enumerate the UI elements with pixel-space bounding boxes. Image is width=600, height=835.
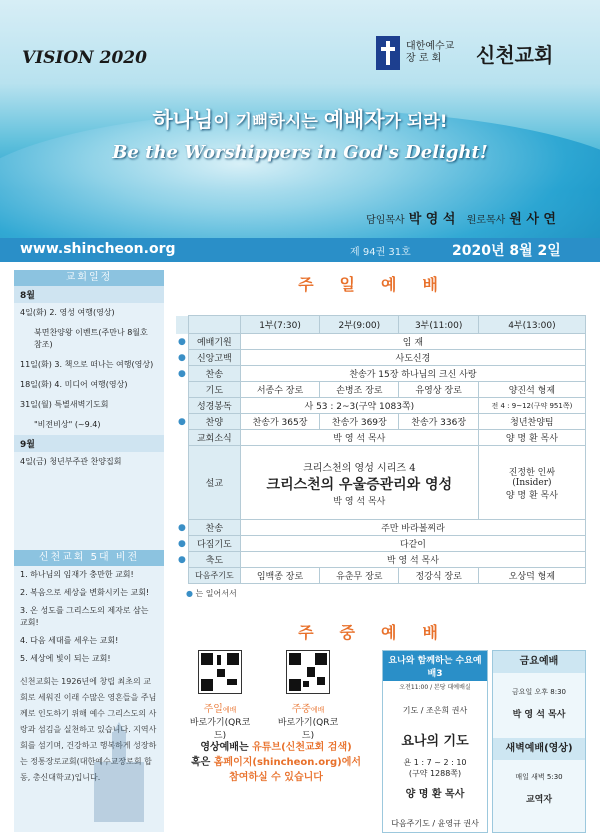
standing-dot: ● xyxy=(178,522,186,533)
standing-dot: ● xyxy=(178,336,186,347)
standing-dot: ● xyxy=(178,416,186,427)
wednesday-service: 요나와 함께하는 수요예배3 오전11:00 / 본당 대예배실 기도 / 조은희 권사 요나의 기도 욘 1 : 7 ~ 2 : 10 (구약 1288쪽) 양 명 환 목사 다음주기도 / 윤영규 권사 xyxy=(382,650,488,833)
standing-note: ● 는 일어서서 xyxy=(186,589,237,598)
schedule-item: "비전비상" (~9.4) xyxy=(34,420,101,429)
month-header: 9월 xyxy=(14,435,164,452)
vision-item: 5. 세상에 빛이 되는 교회! xyxy=(20,654,111,663)
table-row: 설교 크리스천의 영성 시리즈 4 크리스천의 우울증관리와 영성 박 영 석 목사 진정한 인싸 (Insider) 양 명 환 목사 xyxy=(176,446,586,520)
cross-icon xyxy=(376,36,400,70)
sidebar xyxy=(14,270,164,832)
main-content xyxy=(176,270,586,828)
standing-dot: ● xyxy=(178,538,186,549)
vision-item: 3. 온 성도를 그리스도의 제자로 삼는 교회! xyxy=(20,606,149,627)
slogan-ko: 하나님이 기뻐하시는 예배자가 되라! xyxy=(152,108,448,132)
schedule-item: 북면찬양왕 이벤트(주만나 8월호 참조) xyxy=(34,328,148,349)
friday-dawn-service: 금요예배 금요일 오후 8:30 박 영 석 목사 새벽예배(영상) 매일 새벽 5:30 교역자 xyxy=(492,650,586,833)
issue-date: 2020년 8월 2일 xyxy=(452,243,561,259)
schedule-title: 교회일정 xyxy=(14,270,164,286)
standing-dot: ● xyxy=(178,352,186,363)
dawn-title: 새벽예배(영상) xyxy=(493,738,585,760)
table-row: 다음주기도 임백종 장로 유춘무 장로 정강식 장로 오상덕 형제 xyxy=(176,568,586,584)
sermon-cell: 진정한 인싸 (Insider) 양 명 환 목사 xyxy=(478,446,585,520)
vision-section-title: 신천교회 5대 비전 xyxy=(14,550,164,566)
table-row: 기도 서종수 장로 손병조 장로 유영상 장로 양진석 형제 xyxy=(176,382,586,398)
table-row: ● 다짐기도 다같이 xyxy=(176,536,586,552)
schedule-item: 11일(화) 3. 책으로 떠나는 여행(영상) xyxy=(20,360,154,369)
weekday-title: 주중예배 xyxy=(298,623,464,642)
issue-number: 제 94권 31호 xyxy=(350,247,411,258)
month-header: 8월 xyxy=(14,286,164,303)
sermon-cell: 크리스천의 영성 시리즈 4 크리스천의 우울증관리와 영성 박 영 석 목사 xyxy=(240,446,478,520)
website-link[interactable]: www.shincheon.org xyxy=(20,241,176,257)
vision-item: 1. 하나님의 임재가 충만한 교회! xyxy=(20,570,134,579)
vision-item: 2. 복음으로 세상을 변화시키는 교회! xyxy=(20,588,150,597)
church-logo: 대한예수교 장 로 회 신천교회 xyxy=(376,36,553,70)
table-row: ● 찬송 주만 바라볼찌라 xyxy=(176,520,586,536)
service-header: 3부(11:00) xyxy=(399,316,478,334)
table-row: ● 찬송 찬송가 15장 하나님의 크신 사랑 xyxy=(176,366,586,382)
service-header: 4부(13:00) xyxy=(478,316,585,334)
vision-title: VISION 2020 xyxy=(22,48,147,68)
hero-banner xyxy=(0,0,600,238)
schedule-item: 18일(화) 4. 미디어 여행(영상) xyxy=(20,380,128,389)
qr-code-weekday[interactable] xyxy=(286,650,330,694)
schedule-item: 31일(월) 특별새벽기도회 xyxy=(20,400,109,409)
table-row: 교회소식 박 영 석 목사 양 명 환 목사 xyxy=(176,430,586,446)
table-row: ● 축도 박 영 석 목사 xyxy=(176,552,586,568)
schedule-item: 4일(금) 청년부주관 찬양집회 xyxy=(20,457,122,466)
qr-caption-weekday: 주중예배 바로가기(QR코드) xyxy=(277,704,339,741)
service-header: 2부(9:00) xyxy=(320,316,399,334)
vision-item: 4. 다음 세대를 세우는 교회! xyxy=(20,636,119,645)
schedule-item: 4일(화) 2. 영성 여행(영상) xyxy=(20,308,115,317)
qr-code-sunday[interactable] xyxy=(198,650,242,694)
pastors: 담임목사 박 영 석 원로목사 원 사 연 xyxy=(366,212,556,227)
church-building-icon xyxy=(84,722,154,822)
table-row: ● 찬양 찬송가 365장 찬송가 369장 찬송가 336장 청년찬양팀 xyxy=(176,414,586,430)
qr-caption-sunday: 주일예배 바로가기(QR코드) xyxy=(189,704,251,741)
church-intro: 신천교회는 1926년에 창립 최초의 교회로 세워진 이래 수많은 영혼들을 주님께로 인도하기 위해 예수 그리스도의 사랑과 섬김을 실천하고 있습니다. 지역사회를 섬기며, 건강하고 행복하게 성장하는 정통장로교회(대한예수교장로회 합동, 총신대학교)입니다. xyxy=(20,677,157,782)
sunday-title: 주일예배 xyxy=(298,275,464,294)
standing-dot: ● xyxy=(178,554,186,565)
slogan-en: Be the Worshippers in God's Delight! xyxy=(112,142,488,163)
table-row: ● 예배기원 임 재 xyxy=(176,334,586,350)
media-note: 영상예배는 유튜브(신천교회 검색) 혹은 홈페이지(shincheon.org)에서 참여하실 수 있습니다 xyxy=(190,742,362,783)
friday-title: 금요예배 xyxy=(493,651,585,673)
church-name: 신천교회 xyxy=(476,42,554,67)
sunday-service-table xyxy=(176,315,586,584)
standing-dot: ● xyxy=(178,368,186,379)
info-bar xyxy=(0,238,600,262)
table-row: ● 신앙고백 사도신경 xyxy=(176,350,586,366)
service-header: 1부(7:30) xyxy=(240,316,319,334)
table-row: 성경봉독 사 53 : 2~3(구약 1083쪽) 전 4 : 9~12(구약 951쪽) xyxy=(176,398,586,414)
